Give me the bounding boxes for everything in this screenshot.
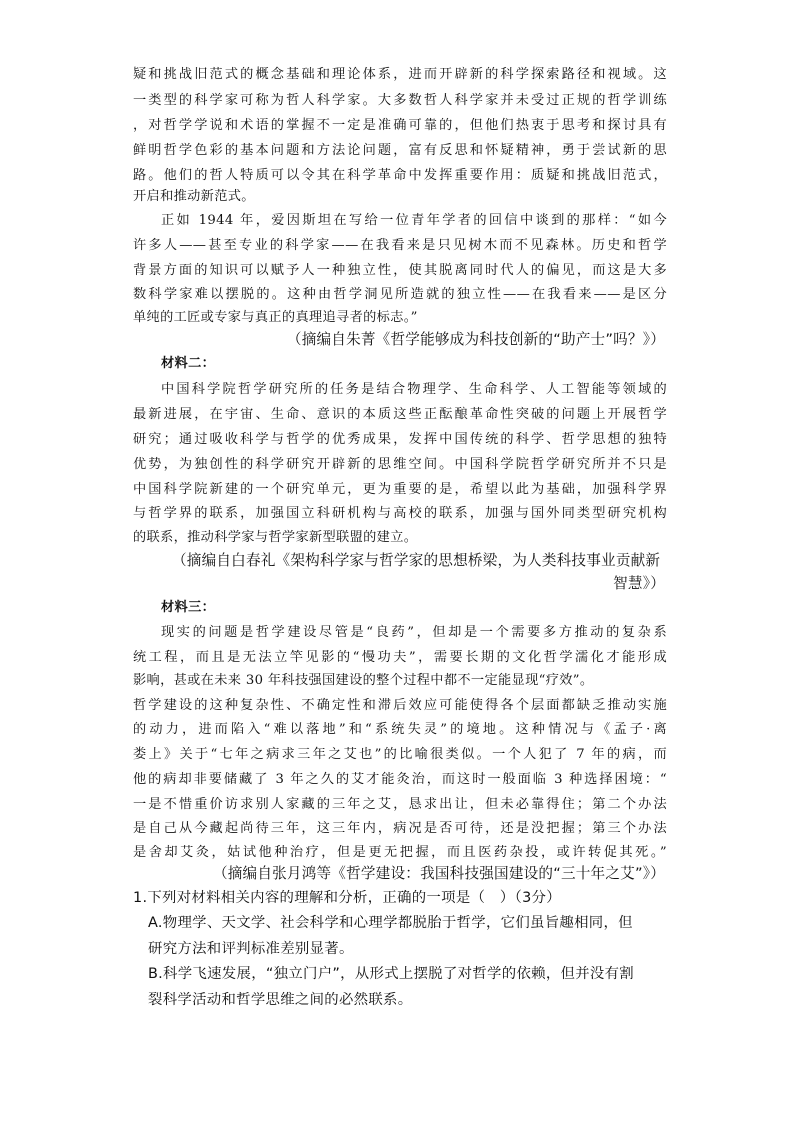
paragraph-line: 正如 1944 年，爱因斯坦在写给一位青年学者的回信中谈到的那样：“如今 — [161, 213, 667, 228]
paragraph-line: 中国科学院新建的一个研究单元，更为重要的是，希望以此为基础，加强科学界 — [133, 482, 667, 497]
paragraph-line: 的联系，推动科学家与哲学家新型联盟的建立。 — [133, 530, 418, 545]
paragraph-line: 是舍却艾灸，姑试他种治疗，但是更无把握，而且医药杂投，或许转促其死。” — [133, 845, 667, 860]
paragraph-line: 单纯的工匠或专家与真正的真理追寻者的标志。” — [133, 310, 418, 325]
paragraph-line: 现实的问题是哲学建设尽管是“良药”，但却是一个需要多方推动的复杂系 — [161, 625, 667, 640]
paragraph-line: 鲜明哲学色彩的基本问题和方法论问题，富有反思和怀疑精神，勇于尝试新的思 — [133, 143, 667, 158]
option-a-cont[interactable]: 研究方法和评判标准差别显著。 — [148, 941, 354, 957]
paragraph-line: 疑和挑战旧范式的概念基础和理论体系，进而开辟新的科学探索路径和视域。这 — [133, 67, 667, 82]
paragraph-line: 统工程，而且是无法立竿见影的“慢功夫”，需要长期的文化哲学濡化才能形成 — [133, 650, 667, 665]
paragraph-line: 数科学家难以摆脱的。这种由哲学洞见所造就的独立性——在我看来——是区分 — [133, 287, 667, 302]
material1-source: （摘编自朱菁《哲学能够成为科技创新的“助产士”吗？》） — [286, 331, 665, 348]
paragraph-line: ，对哲学学说和术语的掌握不一定是准确可靠的，但他们热衷于思考和探讨具有 — [133, 118, 667, 133]
paragraph-line: 是自己从今藏起尚待三年，这三年内，病况是否可待，还是没把握；第三个办法 — [133, 821, 667, 836]
paragraph-line: 优势，为独创性的科学研究开辟新的思维空间。中国科学院哲学研究所并不只是 — [133, 457, 667, 472]
material2-source: （摘编自白春礼《架构科学家与哲学家的思想桥梁，为人类科技事业贡献新 — [172, 552, 661, 569]
paragraph-line: 开启和推动新范式。 — [133, 189, 255, 204]
paragraph-line: 一是不惜重价访求别人家藏的三年之艾，恳求出让，但未必靠得住；第二个办法 — [133, 797, 667, 812]
material-heading: 材料三： — [161, 600, 216, 615]
paragraph-line: 研究；通过吸收科学与哲学的优秀成果，发挥中国传统的科学、哲学思想的独特 — [133, 432, 667, 447]
paragraph-line: 哲学建设的这种复杂性、不确定性和滞后效应可能使得各个层面都缺乏推动实施 — [133, 698, 667, 713]
paragraph-line: 许多人——甚至专业的科学家——在我看来是只见树木而不见森林。历史和哲学 — [133, 238, 667, 253]
paragraph-line: 娄上》关于“七年之病求三年之艾也”的比喻很类似。一个人犯了 7 年的病，而 — [133, 747, 667, 762]
paragraph-line: 与哲学界的联系，加强国立科研机构与高校的联系，加强与国外同类型研究机构 — [133, 506, 667, 521]
question-stem: 1.下列对材料相关内容的理解和分析，正确的一项是（ ）（3分） — [133, 890, 561, 906]
paragraph-line: 他的病却非要储藏了 3 年之久的艾才能灸治，而这时一般面临 3 种选择困境：“ — [133, 772, 667, 787]
paragraph-line: 背景方面的知识可以赋予人一种独立性，使其脱离同时代人的偏见，而这是大多 — [133, 263, 667, 278]
paragraph-line: 最新进展，在宇宙、生命、意识的本质这些正酝酿革命性突破的问题上开展哲学 — [133, 407, 667, 422]
option-a[interactable]: A.物理学、天文学、社会科学和心理学都脱胎于哲学，它们虽旨趣相同，但 — [148, 915, 633, 931]
paragraph-line: 中国科学院哲学研究所的任务是结合物理学、生命科学、人工智能等领域的 — [161, 382, 667, 397]
paragraph-line: 影响，甚或在未来 30 年科技强国建设的整个过程中都不一定能显现“疗效”。 — [133, 673, 594, 688]
option-b[interactable]: B.科学飞速发展，“独立门户”，从形式上摆脱了对哲学的依赖，但并没有割 — [148, 966, 634, 982]
paragraph-line: 路。他们的哲人特质可以令其在科学革命中发挥重要作用：质疑和挑战旧范式， — [133, 168, 667, 183]
paragraph-line: 的动力，进而陷入“难以落地”和“系统失灵”的境地。这种情况与《孟子·离 — [133, 722, 667, 737]
material3-source: （摘编自张月鸿等《哲学建设：我国科技强国建设的“三十年之艾”》） — [212, 865, 665, 882]
material2-source-cont: 智慧》） — [613, 575, 665, 592]
material-heading: 材料二： — [161, 356, 216, 371]
option-b-cont[interactable]: 裂科学活动和哲学思维之间的必然联系。 — [148, 992, 413, 1008]
paragraph-line: 一类型的科学家可称为哲人科学家。大多数哲人科学家并未受过正规的哲学训练 — [133, 93, 667, 108]
